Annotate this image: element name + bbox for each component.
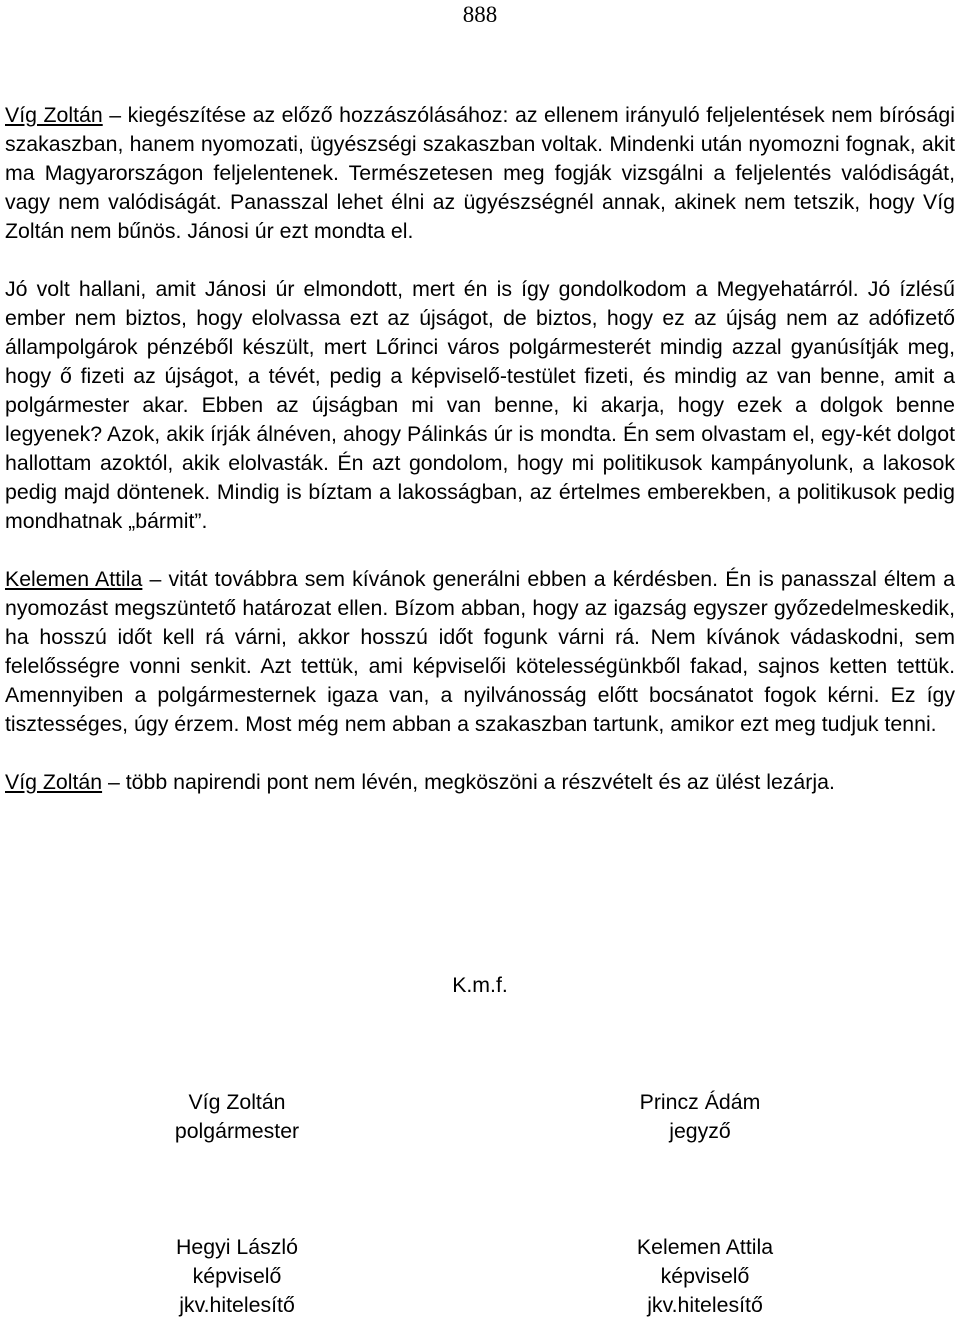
signature-block-authenticator-2 [575, 1233, 835, 1320]
paragraph-3 [5, 565, 955, 739]
page-number: 888 [462, 2, 498, 27]
signature-role: polgármester [174, 1119, 300, 1143]
signature-extra: jkv.hitelesítő [179, 1293, 295, 1317]
speaker-name: Víg Zoltán [5, 770, 103, 794]
signature-block-authenticator-1 [107, 1233, 367, 1320]
signature-block-mayor [107, 1088, 367, 1146]
paragraph-text: Jó volt hallani, amit Jánosi úr elmondott, mert én is így gondolkodom a Megyehatárról. Jó ízlésű ember nem biztos, hogy elolvassa ezt az újságot, de biztos, hogy ez az újság nem az adófizető állampolgárok pénzéből készült, mert Lőrinci város polgármesterét mindig azzal gyanúsítják meg, hogy ő fizeti az újságot, a tévét, pedig a képviselő-testület fizeti, és mindig az van benne, amit a polgármester akar. Ebben az újságban mi van benne, ki akarja, hogy ezek a dolgok benne legyenek? Azok, akik írják álnéven, ahogy Pálinkás úr is mondta. Én sem olvastam el, egy-két dolgot hallottam azoktól, akik elolvasták. Én azt gondolom, hogy mi politikusok kampányolunk, a lakosok pedig majd döntenek. Mindig is bíztam a lakosságban, az értelmes emberekben, a politikusok pedig mondhatnak „bármit”. [5, 277, 955, 533]
document-body [5, 101, 955, 826]
signature-role: képviselő [192, 1264, 282, 1288]
signature-extra: jkv.hitelesítő [647, 1293, 763, 1317]
paragraph-1 [5, 101, 955, 246]
signature-name: Princz Ádám [639, 1090, 761, 1114]
signature-block-notary [570, 1088, 830, 1146]
signature-role: képviselő [660, 1264, 750, 1288]
paragraph-4 [5, 768, 955, 797]
speaker-name: Víg Zoltán [5, 103, 103, 127]
signature-role: jegyző [669, 1119, 731, 1143]
paragraph-2 [5, 275, 955, 536]
signature-name: Hegyi László [176, 1235, 298, 1259]
signature-name: Kelemen Attila [636, 1235, 774, 1259]
speaker-name: Kelemen Attila [5, 567, 143, 591]
paragraph-text: – kiegészítése az előző hozzászólásához: az ellenem irányuló feljelentések nem bírósági szakaszban, hanem nyomozati, ügyészségi szakaszban voltak. Mindenki után nyomozni fognak, akit ma Magyarországon feljelentenek. Természetesen meg fogják vizsgálni a feljelentés valódiságát, vagy nem valódiságát. Panasszal lehet élni az ügyészségnél annak, akinek nem tetszik, hogy Víg Zoltán nem bűnös. Jánosi úr ezt mondta el. [5, 103, 955, 243]
signature-name: Víg Zoltán [188, 1090, 286, 1114]
paragraph-text: – vitát továbbra sem kívánok generálni ebben a kérdésben. Én is panasszal éltem a nyomozást megszüntető határozat ellen. Bízom abban, hogy az igazság egyszer győzedelmeskedik, ha hosszú időt kell rá várni, akkor hosszú időt fogunk várni rá. Nem kívánok vádaskodni, sem felelősségre vonni senkit. Azt tettük, ami képviselői kötelességünkből fakad, sajnos ketten tettük. Amennyiben a polgármesternek igaza van, a nyilvánosság előtt bocsánatot fogok kérni. Ez így tisztességes, úgy érzem. Most még nem abban a szakaszban tartunk, amikor ezt meg tudjuk tenni. [5, 567, 955, 736]
paragraph-text: – több napirendi pont nem lévén, megköszöni a részvételt és az ülést lezárja. [102, 770, 835, 794]
closing-kmf: K.m.f. [452, 973, 508, 997]
